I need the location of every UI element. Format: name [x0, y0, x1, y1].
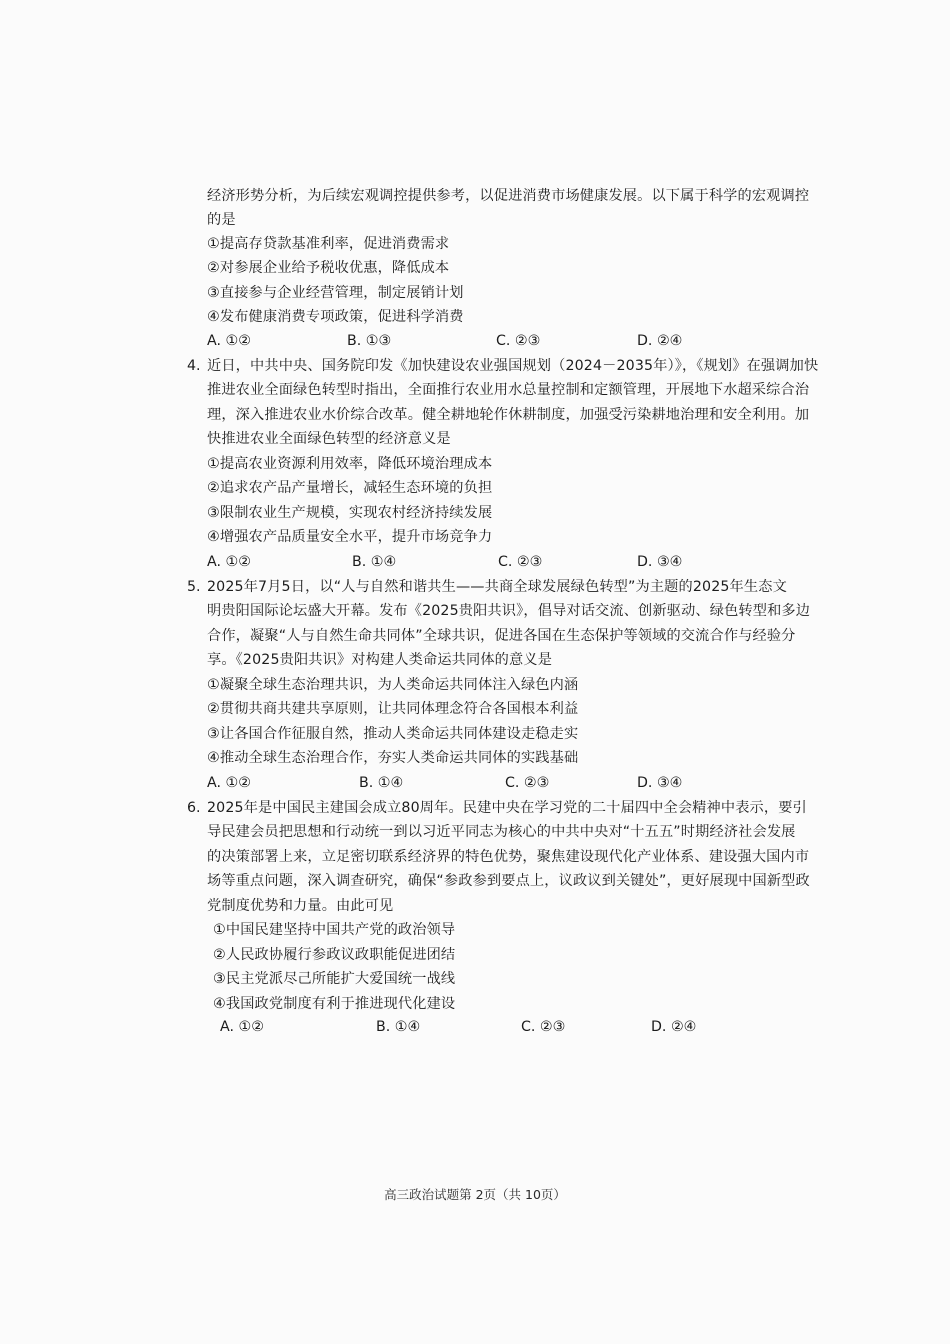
- q3-option-c: C. ②③: [496, 333, 541, 349]
- q5-option-a: A. ①②: [207, 775, 251, 791]
- q5-stem-line-3: 合作，凝聚“人与自然生命共同体”全球共识，促进各国在生态保护等领域的交流合作与经验分: [207, 628, 796, 644]
- q6-stem-line-3: 的决策部署上来，立足密切联系经济界的特色优势，聚焦建设现代化产业体系、建设强大国内市: [207, 849, 810, 865]
- q6-stem-line-5: 党制度优势和力量。由此可见: [207, 898, 394, 914]
- q4-stem-line-2: 推进农业全面绿色转型时指出，全面推行农业用水总量控制和定额管理，开展地下水超采综合治: [207, 382, 810, 398]
- q6-item-3: ③民主党派尽己所能扩大爱国统一战线: [213, 971, 456, 987]
- q4-option-b: B. ①④: [352, 554, 397, 570]
- q6-option-a: A. ①②: [220, 1019, 264, 1035]
- q4-number: 4.: [187, 358, 201, 374]
- q5-option-d: D. ③④: [637, 775, 683, 791]
- q4-stem-line-1: 近日，中共中央、国务院印发《加快建设农业强国规划（2024－2035年）》，《规划》在强调加快: [207, 358, 819, 374]
- q4-item-2: ②追求农产品产量增长，减轻生态环境的负担: [207, 480, 493, 496]
- q6-stem-line-2: 导民建会员把思想和行动统一到以习近平同志为核心的中共中央对“十五五”时期经济社会发展: [207, 824, 796, 840]
- q3-item-3: ③直接参与企业经营管理，制定展销计划: [207, 285, 464, 301]
- q5-number: 5.: [187, 579, 201, 595]
- q3-item-1: ①提高存贷款基准利率，促进消费需求: [207, 236, 450, 252]
- q5-item-3: ③让各国合作征服自然，推动人类命运共同体建设走稳走实: [207, 726, 579, 742]
- q5-item-4: ④推动全球生态治理合作，夯实人类命运共同体的实践基础: [207, 750, 579, 766]
- q4-stem-line-3: 理，深入推进农业水价综合改革。健全耕地轮作休耕制度，加强受污染耕地治理和安全利用。加: [207, 407, 810, 423]
- q4-option-d: D. ③④: [637, 554, 683, 570]
- q6-item-1: ①中国民建坚持中国共产党的政治领导: [213, 922, 456, 938]
- q3-option-a: A. ①②: [207, 333, 251, 349]
- q3-option-d: D. ②④: [637, 333, 683, 349]
- q6-option-d: D. ②④: [651, 1019, 697, 1035]
- q5-item-2: ②贯彻共商共建共享原则，让共同体理念符合各国根本利益: [207, 701, 579, 717]
- q3-stem-line-2: 的是: [207, 212, 236, 228]
- q5-stem-line-2: 明贵阳国际论坛盛大开幕。发布《2025贵阳共识》，倡导对话交流、创新驱动、绿色转型和多边: [207, 603, 811, 619]
- q4-option-c: C. ②③: [498, 554, 543, 570]
- q6-option-c: C. ②③: [521, 1019, 566, 1035]
- page-footer: 高三政治试题第 2页（共 10页）: [384, 1187, 566, 1202]
- q6-stem-line-4: 场等重点问题，深入调查研究，确保“参政参到要点上，议政议到关键处”，更好展现中国新型政: [207, 873, 810, 889]
- q6-item-2: ②人民政协履行参政议政职能促进团结: [213, 947, 456, 963]
- q5-item-1: ①凝聚全球生态治理共识，为人类命运共同体注入绿色内涵: [207, 677, 579, 693]
- q4-item-4: ④增强农产品质量安全水平，提升市场竞争力: [207, 529, 493, 545]
- q5-stem-line-4: 享。《2025贵阳共识》对构建人类命运共同体的意义是: [207, 652, 553, 668]
- q4-item-3: ③限制农业生产规模，实现农村经济持续发展: [207, 505, 493, 521]
- q3-item-4: ④发布健康消费专项政策，促进科学消费: [207, 309, 464, 325]
- q3-option-b: B. ①③: [347, 333, 392, 349]
- q3-item-2: ②对参展企业给予税收优惠，降低成本: [207, 260, 450, 276]
- q6-item-4: ④我国政党制度有利于推进现代化建设: [213, 996, 456, 1012]
- q5-option-b: B. ①④: [359, 775, 404, 791]
- q6-stem-line-1: 2025年是中国民主建国会成立80周年。民建中央在学习党的二十届四中全会精神中表示，要引: [207, 800, 807, 816]
- q5-stem-line-1: 2025年7月5日，以“人与自然和谐共生——共商全球发展绿色转型”为主题的2025年生态文: [207, 579, 787, 595]
- q6-number: 6.: [187, 800, 201, 816]
- q6-option-b: B. ①④: [376, 1019, 421, 1035]
- q4-item-1: ①提高农业资源利用效率，降低环境治理成本: [207, 456, 493, 472]
- q4-option-a: A. ①②: [207, 554, 251, 570]
- q3-stem-line-1: 经济形势分析，为后续宏观调控提供参考，以促进消费市场健康发展。以下属于科学的宏观调控: [207, 188, 810, 204]
- q4-stem-line-4: 快推进农业全面绿色转型的经济意义是: [207, 431, 451, 447]
- q5-option-c: C. ②③: [505, 775, 550, 791]
